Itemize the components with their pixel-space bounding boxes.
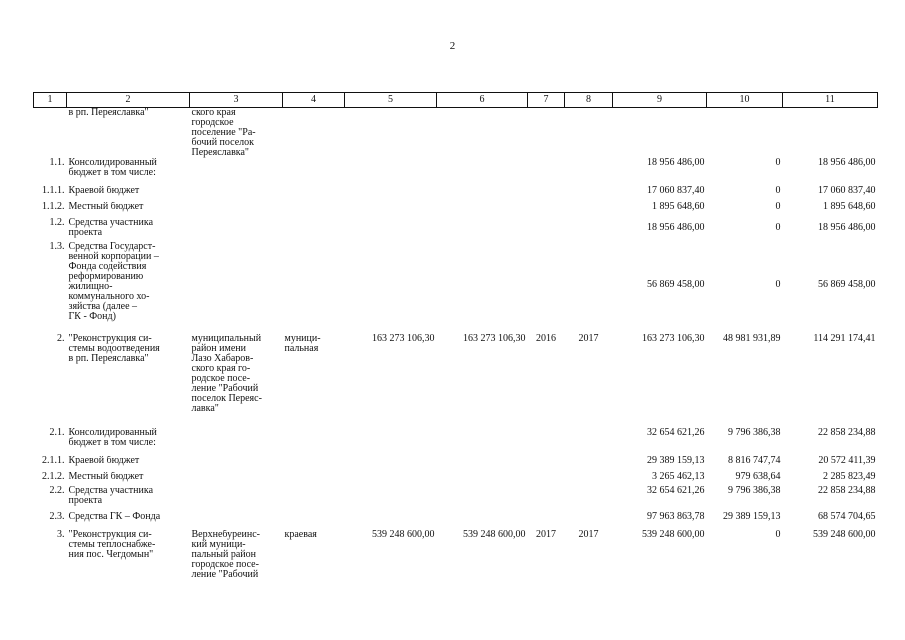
- row-ownership: [283, 218, 345, 242]
- row-total-cost: [437, 202, 528, 218]
- row-start-year: [528, 202, 565, 218]
- row-index: 2.2.: [49, 486, 65, 496]
- row-ownership: [283, 186, 345, 202]
- row-total-cost: [437, 512, 528, 530]
- row-municipality: муниципальный район имени Лазо Хабаров- ского края го- родское посе- ление "Рабочий поселок Переяс- лавка": [191, 334, 262, 414]
- table-row: [34, 242, 878, 334]
- row-value-11: 18 956 486,00: [818, 158, 876, 168]
- row-value-11: 1 895 648,60: [823, 202, 876, 212]
- header-col-6: 6: [437, 93, 528, 108]
- row-value-9: 163 273 106,30: [642, 334, 705, 344]
- row-ownership: [283, 108, 345, 159]
- row-estimated-cost: 539 248 600,00: [372, 530, 435, 540]
- row-value-9: 97 963 863,78: [647, 512, 705, 522]
- header-row: [34, 93, 878, 108]
- row-index: 1.1.2.: [42, 202, 65, 212]
- row-ownership: [283, 158, 345, 186]
- row-value-9: [613, 108, 707, 159]
- row-total-cost: [437, 472, 528, 486]
- row-value-11: 68 574 704,65: [818, 512, 876, 522]
- row-value-10: 0: [775, 202, 781, 212]
- row-ownership: [283, 242, 345, 334]
- row-value-9: 32 654 621,26: [647, 428, 705, 438]
- row-total-cost: [437, 108, 528, 159]
- row-index: 1.3.: [49, 242, 65, 252]
- row-index: 1.1.1.: [42, 186, 65, 196]
- row-end-year: 2017: [578, 334, 599, 344]
- row-value-11: [783, 108, 878, 159]
- row-value-11: 114 291 174,41: [813, 334, 876, 344]
- row-municipality: [190, 242, 283, 334]
- row-ownership: [283, 202, 345, 218]
- row-index: 2.1.2.: [42, 472, 65, 482]
- header-col-4: 4: [283, 93, 345, 108]
- row-start-year: [528, 158, 565, 186]
- row-name: Средства ГК – Фонда: [68, 512, 161, 522]
- row-end-year: [565, 472, 613, 486]
- row-estimated-cost: [345, 428, 437, 456]
- row-municipality: ского края городское поселение "Ра- бочий поселок Переяславка": [191, 107, 256, 158]
- row-name: Краевой бюджет: [68, 456, 140, 466]
- row-total-cost: [437, 186, 528, 202]
- row-end-year: [565, 218, 613, 242]
- row-name: Средства участника проекта: [68, 218, 154, 238]
- row-end-year: [565, 202, 613, 218]
- row-index: [34, 108, 67, 159]
- row-start-year: [528, 428, 565, 456]
- row-name: Краевой бюджет: [68, 186, 140, 196]
- row-ownership: [283, 428, 345, 456]
- table-row: [34, 472, 878, 486]
- row-end-year: [565, 108, 613, 159]
- row-index: 3.: [57, 530, 65, 540]
- row-index: 2.: [57, 334, 65, 344]
- row-municipality: [190, 486, 283, 512]
- table-row: [34, 486, 878, 512]
- row-value-11: 56 869 458,00: [818, 279, 876, 290]
- row-estimated-cost: [345, 186, 437, 202]
- row-value-11: 18 956 486,00: [818, 222, 876, 233]
- table-row: [34, 186, 878, 202]
- row-start-year: [528, 186, 565, 202]
- row-ownership: [283, 486, 345, 512]
- row-total-cost: [437, 486, 528, 512]
- row-start-year: [528, 456, 565, 472]
- row-value-10: 9 796 386,38: [728, 486, 781, 496]
- row-value-10: 9 796 386,38: [728, 428, 781, 438]
- row-estimated-cost: [345, 202, 437, 218]
- header-col-2: 2: [67, 93, 190, 108]
- row-estimated-cost: [345, 242, 437, 334]
- row-end-year: [565, 242, 613, 334]
- row-ownership: [283, 456, 345, 472]
- row-value-10: 0: [775, 186, 781, 196]
- row-value-10: 48 981 931,89: [723, 334, 781, 344]
- table-row: [34, 530, 878, 586]
- row-end-year: [565, 428, 613, 456]
- row-municipality: [190, 158, 283, 186]
- row-municipality: [190, 456, 283, 472]
- row-name: Местный бюджет: [68, 472, 144, 482]
- row-end-year: [565, 456, 613, 472]
- row-ownership: краевая: [284, 530, 317, 540]
- row-value-10: 29 389 159,13: [723, 512, 781, 522]
- row-value-10: 0: [775, 279, 781, 290]
- row-start-year: [528, 108, 565, 159]
- row-municipality: [190, 202, 283, 218]
- row-name: Местный бюджет: [68, 202, 144, 212]
- row-name: Средства участника проекта: [68, 486, 154, 506]
- row-start-year: [528, 242, 565, 334]
- row-estimated-cost: [345, 512, 437, 530]
- table-row: [34, 108, 878, 159]
- row-municipality: [190, 472, 283, 486]
- row-municipality: [190, 218, 283, 242]
- row-value-10: 8 816 747,74: [728, 456, 781, 466]
- row-municipality: [190, 428, 283, 456]
- row-value-10: 979 638,64: [735, 472, 781, 482]
- row-start-year: [528, 512, 565, 530]
- row-value-10: 0: [775, 158, 781, 168]
- row-estimated-cost: [345, 108, 437, 159]
- header-col-1: 1: [34, 93, 67, 108]
- row-municipality: [190, 186, 283, 202]
- row-value-9: 29 389 159,13: [647, 456, 705, 466]
- row-estimated-cost: 163 273 106,30: [372, 334, 435, 344]
- row-name: Средства Государст- венной корпорации – Фонда содействия реформированию жилищно- коммунального хо- зяйства (далее – ГК - Фонд): [68, 242, 159, 322]
- row-value-11: 17 060 837,40: [818, 186, 876, 196]
- row-value-11: 22 858 234,88: [818, 428, 876, 438]
- row-estimated-cost: [345, 158, 437, 186]
- row-name: "Реконструкция си- стемы водоотведения в рп. Переяславка": [68, 334, 160, 364]
- row-value-10: 0: [775, 222, 781, 233]
- row-value-11: 20 572 411,39: [818, 456, 876, 466]
- row-start-year: [528, 486, 565, 512]
- row-name: в рп. Переяславка": [68, 107, 149, 118]
- header-col-5: 5: [345, 93, 437, 108]
- row-value-11: 539 248 600,00: [813, 530, 876, 540]
- row-value-10: 0: [775, 530, 781, 540]
- row-index: 1.1.: [49, 158, 65, 168]
- row-end-year: [565, 186, 613, 202]
- row-end-year: [565, 512, 613, 530]
- row-estimated-cost: [345, 472, 437, 486]
- row-value-9: 18 956 486,00: [647, 222, 705, 233]
- row-municipality: [190, 512, 283, 530]
- row-value-10: [707, 108, 783, 159]
- row-estimated-cost: [345, 456, 437, 472]
- page-number: 2: [449, 40, 456, 52]
- header-col-7: 7: [528, 93, 565, 108]
- row-name: Консолидированный бюджет в том числе:: [68, 158, 157, 178]
- row-value-11: 2 285 823,49: [823, 472, 876, 482]
- row-start-year: [528, 218, 565, 242]
- table-row: [34, 456, 878, 472]
- header-col-9: 9: [613, 93, 707, 108]
- row-start-year: 2017: [536, 530, 556, 540]
- table-row: [34, 428, 878, 456]
- header-col-10: 10: [707, 93, 783, 108]
- table-row: [34, 334, 878, 428]
- row-value-9: 1 895 648,60: [652, 202, 705, 212]
- row-municipality: Верхнебуреинс- кий муници- пальный район городское посе- ление "Рабочий: [191, 530, 261, 580]
- row-end-year: 2017: [578, 530, 599, 540]
- row-value-9: 18 956 486,00: [647, 158, 705, 168]
- row-end-year: [565, 486, 613, 512]
- row-value-9: 56 869 458,00: [647, 279, 705, 290]
- row-name: "Реконструкция си- стемы теплоснабже- ния пос. Чегдомын": [68, 530, 156, 560]
- header-col-3: 3: [190, 93, 283, 108]
- header-col-8: 8: [565, 93, 613, 108]
- table-row: [34, 202, 878, 218]
- table-row: [34, 218, 878, 242]
- row-total-cost: 539 248 600,00: [463, 530, 526, 540]
- row-index: 2.1.: [49, 428, 65, 438]
- row-estimated-cost: [345, 218, 437, 242]
- row-total-cost: [437, 158, 528, 186]
- row-value-9: 32 654 621,26: [647, 486, 705, 496]
- row-value-11: 22 858 234,88: [818, 486, 876, 496]
- row-name: Консолидированный бюджет в том числе:: [68, 428, 157, 448]
- row-value-9: 3 265 462,13: [652, 472, 705, 482]
- row-start-year: 2016: [536, 334, 556, 344]
- row-index: 2.3.: [49, 512, 65, 522]
- row-total-cost: [437, 218, 528, 242]
- row-total-cost: [437, 456, 528, 472]
- row-estimated-cost: [345, 486, 437, 512]
- row-total-cost: [437, 242, 528, 334]
- table-row: [34, 512, 878, 530]
- row-ownership: [283, 472, 345, 486]
- row-ownership: муници- пальная: [284, 334, 321, 354]
- row-ownership: [283, 512, 345, 530]
- row-value-9: 539 248 600,00: [642, 530, 705, 540]
- row-index: 1.2.: [49, 218, 65, 228]
- row-total-cost: [437, 428, 528, 456]
- table-row: [34, 158, 878, 186]
- row-index: 2.1.1.: [42, 456, 65, 466]
- row-total-cost: 163 273 106,30: [463, 334, 526, 344]
- budget-table: [33, 92, 878, 586]
- row-start-year: [528, 472, 565, 486]
- row-end-year: [565, 158, 613, 186]
- header-col-11: 11: [783, 93, 878, 108]
- row-value-9: 17 060 837,40: [647, 186, 705, 196]
